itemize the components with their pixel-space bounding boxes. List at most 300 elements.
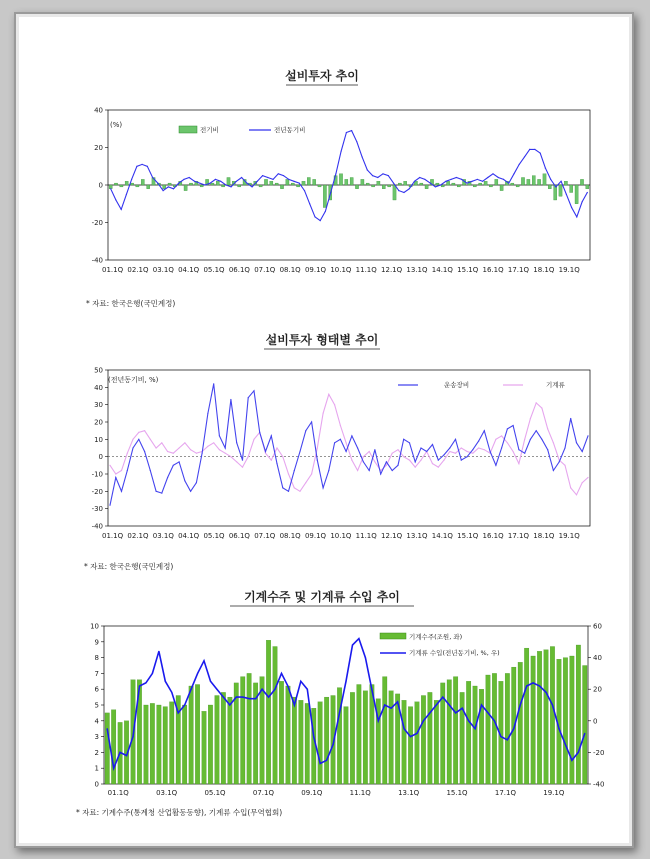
chart2-xtick-label: 10.1Q — [330, 532, 352, 540]
chart1-line-point — [126, 194, 127, 195]
chart3-line-point — [223, 697, 224, 698]
chart3-bar — [221, 692, 226, 784]
chart3-line-point — [423, 720, 424, 721]
chart3-bar — [570, 656, 575, 784]
chart1-line-point — [561, 181, 562, 182]
chart3-line-point — [203, 660, 204, 661]
chart3-line-point — [526, 685, 527, 686]
chart3-ytick-left-label: 2 — [94, 748, 99, 757]
chart2-point-machinery — [305, 482, 306, 483]
chart1-bar — [147, 185, 150, 189]
chart1-line-point — [582, 201, 583, 202]
chart3-line-point — [584, 733, 585, 734]
chart2-point-machinery — [161, 442, 162, 443]
chart1-xtick-label: 16.1Q — [482, 266, 504, 274]
chart1-bar — [382, 185, 385, 189]
chart2-point-transport — [374, 449, 375, 450]
chart1-line-point — [435, 186, 436, 187]
chart3-bar — [537, 651, 542, 784]
chart1-line-point — [210, 183, 211, 184]
chart1-bar — [511, 183, 514, 185]
chart1-line-point — [409, 188, 410, 189]
chart2-point-machinery — [323, 413, 324, 414]
chart3-xtick-label: 09.1Q — [301, 789, 323, 797]
chart3-line-point — [210, 681, 211, 682]
chart1-bar — [377, 181, 380, 185]
chart1-xtick-label: 01.1Q — [102, 266, 124, 274]
chart3-xtick-label: 13.1Q — [398, 789, 420, 797]
chart1-xtick-label: 17.1Q — [507, 266, 530, 274]
chart1-xtick-label: 10.1Q — [330, 266, 352, 274]
chart1-xtick-label: 14.1Q — [431, 266, 453, 274]
chart3-bar — [460, 692, 465, 784]
chart2-xtick-label: 08.1Q — [279, 532, 301, 540]
chart1-line-point — [393, 183, 394, 184]
chart2-point-machinery — [530, 418, 531, 419]
chart1-ytick-label: 0 — [98, 181, 103, 190]
chart1-line-point — [513, 173, 514, 174]
chart2-point-machinery — [409, 460, 410, 461]
chart3-bar — [157, 705, 162, 784]
chart3-bar — [453, 677, 458, 784]
chart1-line-point — [231, 186, 232, 187]
chart1-bar — [339, 174, 342, 185]
chart3-line-point — [352, 644, 353, 645]
chart2-point-machinery — [518, 463, 519, 464]
chart1-line-point — [367, 169, 368, 170]
chart3-ytick-left-label: 5 — [94, 701, 99, 710]
chart1-legend-line-label: 전년동기비 — [274, 126, 306, 134]
chart3-line-point — [397, 701, 398, 702]
chart3-ytick-left-label: 0 — [94, 780, 99, 789]
chart2-xtick-label: 09.1Q — [304, 532, 327, 540]
chart2-point-machinery — [213, 442, 214, 443]
chart2-point-transport — [564, 447, 565, 448]
chart1-line-point — [304, 190, 305, 191]
chart2-xtick-label: 16.1Q — [482, 532, 504, 540]
chart1-bar — [447, 181, 450, 185]
chart3-line-point — [113, 768, 114, 769]
chart2-point-transport — [582, 451, 583, 452]
chart3-line-point — [339, 712, 340, 713]
chart1-bar — [388, 185, 391, 187]
chart2-xtick-label: 13.1Q — [406, 532, 428, 540]
chart3-line-point — [404, 728, 405, 729]
chart3-legend-orders-label: 기계수주(조원, 좌) — [409, 633, 463, 641]
chart2-xtick-label: 04.1Q — [178, 532, 200, 540]
chart3-line-point — [578, 752, 579, 753]
chart3-line-point — [274, 689, 275, 690]
chart2-xtick-label: 11.1Q — [355, 532, 377, 540]
chart3-line-point — [462, 708, 463, 709]
chart2-point-transport — [443, 454, 444, 455]
chart1-line-point — [503, 179, 504, 180]
chart1-line-point — [257, 181, 258, 182]
chart2-xtick-label: 17.1Q — [507, 532, 530, 540]
chart3-bar — [408, 707, 413, 784]
chart1-line-point — [267, 177, 268, 178]
chart2-point-machinery — [432, 463, 433, 464]
chart2-ytick-label: -30 — [91, 505, 103, 514]
chart1-line-point — [335, 173, 336, 174]
chart2-point-transport — [179, 461, 180, 462]
chart2-point-machinery — [248, 456, 249, 457]
chart2-point-machinery — [547, 428, 548, 429]
chart2-point-machinery — [282, 456, 283, 457]
chart3-bar — [299, 700, 304, 784]
chart1-line-point — [252, 186, 253, 187]
document-frame — [14, 12, 634, 848]
chart3-bar — [266, 640, 271, 784]
chart1-xtick-label: 08.1Q — [279, 266, 301, 274]
chart1-bar — [559, 185, 562, 196]
chart2-point-machinery — [328, 394, 329, 395]
chart3-line-point — [378, 720, 379, 721]
chart2-ytick-label: 40 — [94, 383, 103, 392]
chart2-point-machinery — [570, 487, 571, 488]
chart2-point-machinery — [196, 453, 197, 454]
chart1-line-point — [524, 156, 525, 157]
chart2-point-machinery — [455, 453, 456, 454]
chart2-point-transport — [305, 430, 306, 431]
chart3-line-point — [384, 704, 385, 705]
chart3-line-point — [229, 704, 230, 705]
chart3-line-point — [255, 698, 256, 699]
chart1-bar — [543, 174, 546, 185]
chart3-line-point — [191, 689, 192, 690]
chart2-point-machinery — [190, 449, 191, 450]
chart2-point-transport — [403, 439, 404, 440]
chart3-line-point — [120, 752, 121, 753]
chart1-bar — [141, 179, 144, 185]
chart3-line-point — [249, 698, 250, 699]
chart2-point-machinery — [467, 451, 468, 452]
chart1-ytick-label: -40 — [91, 256, 103, 265]
chart1-bar — [548, 185, 551, 189]
chart1-line-point — [225, 184, 226, 185]
chart1-xtick-label: 05.1Q — [203, 266, 225, 274]
chart1-bar — [264, 179, 267, 185]
chart2-point-transport — [570, 418, 571, 419]
chart3-line-point — [552, 704, 553, 705]
chart2-point-transport — [467, 456, 468, 457]
chart3-bar — [447, 680, 452, 784]
chart2-point-transport — [288, 491, 289, 492]
chart3-line-point — [158, 651, 159, 652]
chart1-line-point — [173, 188, 174, 189]
chart1-bar — [323, 185, 326, 208]
chart1-line-point — [325, 211, 326, 212]
chart1-line-point — [293, 181, 294, 182]
chart3-line-point — [487, 712, 488, 713]
chart1-line-point — [273, 179, 274, 180]
chart2-xtick-label: 19.1Q — [558, 532, 580, 540]
chart1-line-point — [121, 209, 122, 210]
chart3-xtick-label: 19.1Q — [543, 789, 565, 797]
chart1-bar — [425, 185, 428, 189]
chart2-point-machinery — [576, 494, 577, 495]
chart2-point-machinery — [311, 473, 312, 474]
chart2-ytick-label: -10 — [91, 470, 103, 479]
chart1-line-point — [461, 179, 462, 180]
chart3-line-point — [145, 682, 146, 683]
chart2-title: 설비투자 형태별 추이 — [265, 333, 379, 347]
chart1-line-point — [320, 220, 321, 221]
chart1-line-point — [288, 179, 289, 180]
chart3-bar — [428, 692, 433, 784]
chart1-bar — [345, 179, 348, 185]
chart1-line-point — [283, 175, 284, 176]
chart2-point-machinery — [132, 439, 133, 440]
chart1-line-point — [241, 177, 242, 178]
chart3-bar — [583, 666, 588, 785]
chart2-point-machinery — [564, 465, 565, 466]
chart3-bar — [247, 673, 252, 784]
chart2-point-transport — [282, 487, 283, 488]
chart3-ytick-left-label: 7 — [94, 669, 99, 678]
chart3-legend — [380, 632, 500, 657]
chart3-line-point — [197, 673, 198, 674]
chart3-title: 기계수주 및 기계류 수입 추이 — [244, 590, 400, 604]
chart1-xtick-label: 09.1Q — [304, 266, 327, 274]
chart2-point-machinery — [340, 425, 341, 426]
chart1-line-point — [314, 216, 315, 217]
chart2-point-machinery — [109, 465, 110, 466]
chart1-line-point — [236, 181, 237, 182]
chart3-bar — [324, 697, 329, 784]
chart2-point-transport — [357, 447, 358, 448]
chart3-line-point — [571, 760, 572, 761]
chart1-bar — [527, 179, 530, 185]
chart2-point-transport — [415, 461, 416, 462]
chart1-line-point — [341, 151, 342, 152]
chart1-line-point — [482, 181, 483, 182]
chart-machinery-orders-imports — [76, 589, 604, 817]
chart1-line-point — [136, 166, 137, 167]
chart2-point-transport — [144, 451, 145, 452]
chart1-bar — [286, 179, 289, 185]
chart1-line-point — [309, 203, 310, 204]
chart1-bar — [570, 185, 573, 193]
chart2-point-transport — [156, 491, 157, 492]
chart3-bar — [479, 689, 484, 784]
chart-investment-trend — [86, 68, 590, 308]
chart1-line-point — [534, 149, 535, 150]
chart2-point-machinery — [472, 453, 473, 454]
chart1-bar — [457, 185, 460, 187]
chart2-point-transport — [559, 461, 560, 462]
chart3-line-point — [171, 692, 172, 693]
chart2-point-transport — [518, 449, 519, 450]
chart1-line-point — [142, 164, 143, 165]
chart1-bar — [168, 183, 171, 185]
chart2-point-transport — [328, 470, 329, 471]
chart2-point-transport — [386, 461, 387, 462]
chart1-line-point — [419, 177, 420, 178]
chart1-bar — [580, 179, 583, 185]
chart2-point-transport — [127, 470, 128, 471]
chart3-xtick-label: 03.1Q — [156, 789, 178, 797]
chart2-legend — [398, 380, 566, 389]
chart1-line-point — [576, 216, 577, 217]
chart2-point-transport — [449, 447, 450, 448]
chart1-line-point — [147, 166, 148, 167]
chart3-bar — [208, 705, 213, 784]
chart3-ytick-right-label: -40 — [593, 780, 605, 789]
chart3-bar — [170, 702, 175, 784]
chart2-point-transport — [507, 428, 508, 429]
chart1-bar — [222, 185, 225, 187]
chart1-xtick-label: 11.1Q — [355, 266, 377, 274]
chart2-xtick-label: 07.1Q — [254, 532, 276, 540]
chart3-source: * 자료: 기계수주(통계청 산업활동동향), 기계류 수입(무역협회) — [76, 808, 283, 817]
chart3-line-point — [500, 736, 501, 737]
chart3-line-point — [442, 697, 443, 698]
chart1-line-point — [351, 130, 352, 131]
chart2-point-transport — [351, 435, 352, 436]
chart2-xtick-label: 14.1Q — [431, 532, 453, 540]
chart2-point-machinery — [386, 465, 387, 466]
chart3-bar — [486, 675, 491, 784]
chart2-point-transport — [472, 449, 473, 450]
chart1-plot — [92, 107, 590, 275]
chart3-ytick-right-label: 0 — [593, 717, 598, 726]
chart2-legend-transport-label: 운송장비 — [444, 381, 470, 389]
chart2-point-machinery — [478, 447, 479, 448]
chart3-line-point — [455, 712, 456, 713]
chart1-line-point — [168, 186, 169, 187]
chart1-line-point — [346, 132, 347, 133]
chart1-line-point — [492, 173, 493, 174]
chart2-ytick-label: 10 — [94, 435, 103, 444]
chart2-point-transport — [484, 430, 485, 431]
chart2-ytick-label: 0 — [98, 453, 103, 462]
chart2-point-transport — [346, 451, 347, 452]
chart2-point-transport — [121, 491, 122, 492]
chart1-bar — [280, 185, 283, 189]
chart2-point-transport — [461, 460, 462, 461]
chart1-line-point — [456, 177, 457, 178]
chart1-bar — [200, 185, 203, 187]
chart3-bar — [466, 681, 471, 784]
chart2-point-machinery — [351, 460, 352, 461]
chart2-point-machinery — [173, 453, 174, 454]
chart3-bar — [524, 648, 529, 784]
chart1-line-point — [519, 164, 520, 165]
chart1-bar — [361, 179, 364, 185]
chart2-point-transport — [513, 425, 514, 426]
chart1-line-point — [115, 199, 116, 200]
chart1-bar — [125, 181, 128, 185]
chart2-point-machinery — [288, 473, 289, 474]
chart2-point-transport — [299, 451, 300, 452]
chart3-line-point — [333, 744, 334, 745]
chart1-ytick-label: 40 — [94, 106, 103, 115]
chart2-point-transport — [311, 421, 312, 422]
chart2-point-transport — [115, 477, 116, 478]
chart1-bar — [302, 181, 305, 185]
chart1-line-point — [372, 175, 373, 176]
chart3-ytick-left-label: 6 — [94, 685, 99, 694]
chart1-bar — [495, 179, 498, 185]
chart1-ytick-label: -20 — [91, 219, 103, 227]
chart1-bar — [479, 183, 482, 185]
chart1-line-point — [204, 184, 205, 185]
chart2-point-transport — [167, 477, 168, 478]
chart2-point-transport — [576, 442, 577, 443]
chart1-line-point — [477, 179, 478, 180]
chart1-bar — [355, 185, 358, 189]
chart2-xtick-label: 03.1Q — [152, 532, 174, 540]
chart1-bar — [516, 185, 519, 187]
chart3-ytick-right-label: 20 — [593, 685, 602, 694]
chart3-bar — [150, 703, 155, 784]
chart1-line-point — [110, 188, 111, 189]
chart2-point-machinery — [207, 446, 208, 447]
chart1-line-point — [131, 179, 132, 180]
chart3-line-point — [326, 760, 327, 761]
chart3-bar — [318, 702, 323, 784]
chart3-line-point — [533, 682, 534, 683]
chart2-point-machinery — [253, 439, 254, 440]
chart3-bar — [350, 692, 355, 784]
chart2-point-transport — [524, 453, 525, 454]
chart3-bar — [402, 700, 407, 784]
chart2-xtick-label: 01.1Q — [102, 532, 124, 540]
chart3-line-point — [513, 728, 514, 729]
chart3-line-point — [320, 763, 321, 764]
chart1-xtick-label: 03.1Q — [152, 266, 174, 274]
chart3-line-point — [287, 685, 288, 686]
chart1-line-point — [215, 179, 216, 180]
chart1-line-point — [189, 177, 190, 178]
chart1-line-point — [540, 153, 541, 154]
chart1-legend-bar-label: 전기비 — [200, 126, 219, 134]
chart2-point-transport — [230, 399, 231, 400]
chart2-point-transport — [271, 435, 272, 436]
chart1-bar — [441, 185, 444, 187]
chart3-bar — [473, 686, 478, 784]
chart2-xtick-label: 06.1Q — [228, 532, 250, 540]
chart1-legend — [179, 125, 305, 134]
chart3-line-point — [184, 704, 185, 705]
chart2-point-machinery — [420, 460, 421, 461]
chart3-bar — [344, 707, 349, 784]
chart3-line-point — [546, 692, 547, 693]
chart3-bar — [163, 707, 168, 784]
chart1-bar — [420, 183, 423, 185]
chart1-bar — [398, 183, 401, 185]
chart3-ytick-left-label: 1 — [94, 764, 99, 773]
chart1-bar — [291, 183, 294, 185]
chart3-bar — [195, 685, 200, 785]
chart2-xtick-label: 18.1Q — [533, 532, 555, 540]
chart1-line-point — [194, 181, 195, 182]
chart3-bar — [505, 673, 510, 784]
chart2-point-transport — [541, 439, 542, 440]
chart2-point-machinery — [374, 461, 375, 462]
chart3-line-point — [216, 689, 217, 690]
chart1-line-point — [246, 183, 247, 184]
chart2-point-transport — [207, 413, 208, 414]
chart2-plot — [92, 367, 590, 541]
chart2-ytick-label: -20 — [91, 487, 103, 496]
chart-investment-by-type — [84, 332, 590, 571]
chart2-point-machinery — [438, 467, 439, 468]
chart1-line-point — [466, 183, 467, 184]
chart2-point-transport — [553, 470, 554, 471]
chart2-source: * 자료: 한국은행(국민계정) — [84, 562, 174, 571]
